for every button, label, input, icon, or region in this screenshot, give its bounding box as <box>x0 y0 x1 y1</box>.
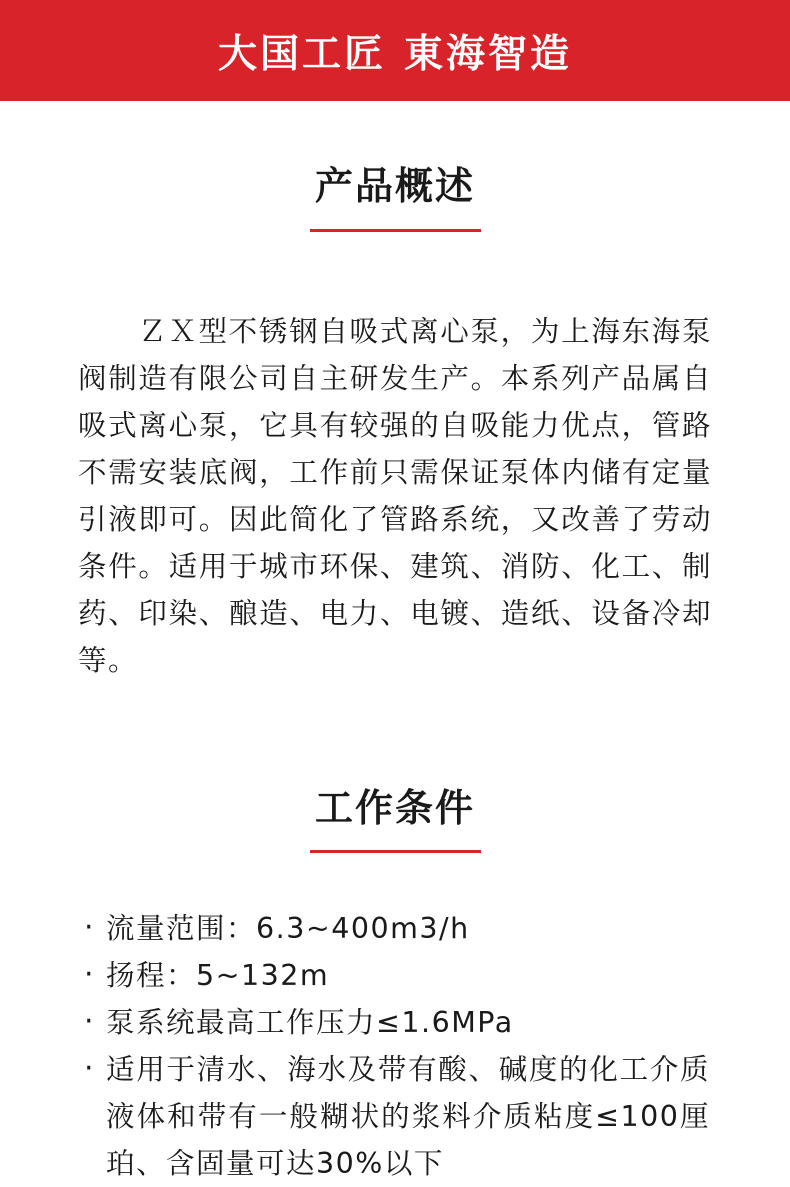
overview-body-wrap <box>0 232 790 685</box>
conditions-heading-text: 工作条件 <box>314 785 475 830</box>
conditions-spec-list <box>80 905 710 1187</box>
list-item: · 泵系统最高工作压力≤1.6MPa <box>80 999 710 1046</box>
list-item: · 扬程：5~132m <box>80 952 710 999</box>
conditions-heading <box>0 713 790 854</box>
list-item: · 流量范围：6.3~400m3/h <box>80 905 710 952</box>
section-working-conditions <box>0 713 790 1187</box>
banner-title-left: 大国工匠 <box>217 31 386 77</box>
header-banner <box>0 0 790 101</box>
section-product-overview <box>0 101 790 684</box>
list-item: · 适用于清水、海水及带有酸、碱度的化工介质液体和带有一般糊状的浆料介质粘度≤100厘珀、含固量可达30%以下 <box>80 1046 710 1187</box>
banner-title-right: 東海智造 <box>404 31 573 77</box>
overview-heading <box>0 101 790 232</box>
conditions-body-wrap <box>0 853 790 1187</box>
overview-heading-text: 产品概述 <box>314 164 475 208</box>
overview-paragraph: ＺＸ型不锈钢自吸式离心泵，为上海东海泵阀制造有限公司自主研发生产。本系列产品属自吸式离心泵，它具有较强的自吸能力优点，管路不需安装底阀，工作前只需保证泵体内储有定量引液即可。因此简化了管路系统，又改善了劳动条件。适用于城市环保、建筑、消防、化工、制药、印染、酿造、电力、电镀、造纸、设备冷却等。 <box>78 315 712 678</box>
banner-title <box>218 23 572 79</box>
